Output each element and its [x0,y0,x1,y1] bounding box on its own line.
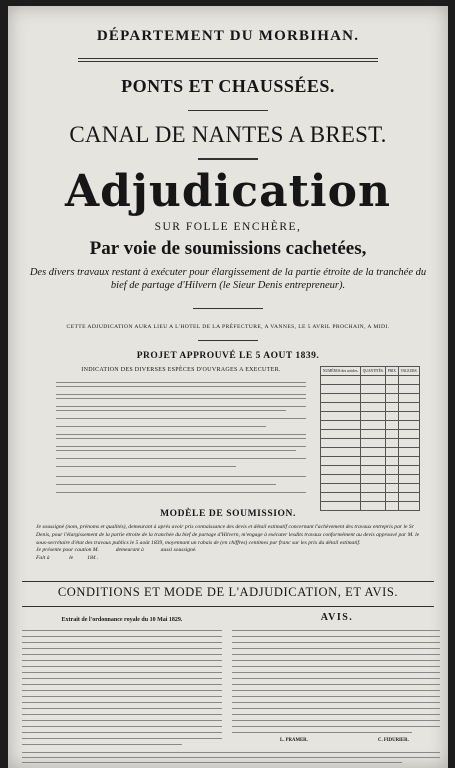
column-header: PRIX. [386,367,399,376]
form-demeurant: demeurant à [115,547,144,554]
form-line: après avoir pris connaissance des devis et détail estimatif concernant l'achèvement des travaux entrepris par le Sr Denis, pour l'élargissement de la partie étroite de la tranchée du bief de partage d'Hilvern, m'engage à exécuter lesdits travaux conformément au devis approuvé par M. le sous-secrétaire d'état des travaux publics le 5 août 1839, moyennant un rabais de (en chiffres) centimes par franc sur les prix du détail estimatif. [36,524,420,546]
divider [78,61,378,62]
works-description: Des divers travaux restant à exécuter pour élargissement de la partie étroite de la tranchée du bief de partage d'Hilvern (le Sieur Denis entrepreneur). [29,267,427,291]
projet-heading: PROJET APPROUVÉ LE 5 AOUT 1839. [136,351,320,361]
modele-heading: MODÈLE DE SOUMISSION. [160,509,296,519]
divider [78,58,378,59]
form-aussi: aussi soussigné. [160,547,197,554]
estimate-table [320,366,420,511]
voie-subtitle: Par voie de soumissions cachetées, [89,238,367,259]
form-le: le [69,555,74,562]
engineer-signature: C. FIDURIER. [378,738,409,743]
prefet-signature: L. PRAMER. [280,738,308,743]
divider [22,606,434,607]
column-header: VALEURS. [399,367,420,376]
avis-heading: AVIS. [320,612,354,623]
adjudication-title: Adjudication [65,166,391,217]
form-line: Je soussigné (nom, prénoms et qualités), demeurant à [36,524,157,530]
divider [188,110,268,111]
department-heading: DÉPARTEMENT DU MORBIHAN. [96,28,360,44]
conditions-heading: CONDITIONS ET MODE DE L'ADJUDICATION, ET AVIS. [57,585,399,599]
divider [198,340,258,341]
divider [193,308,263,309]
extrait-heading: Extrait de l'ordonnance royale du 10 Mai 1829. [61,617,183,623]
column-header: QUANTITÉS. [361,367,386,376]
works-list-heading: INDICATION DES DIVERSES ESPÈCES D'OUVRAGES A EXECUTER. [81,367,281,373]
ponts-heading: PONTS ET CHAUSSÉES. [121,76,335,96]
divider [198,158,258,160]
form-fait: Fait à [36,555,50,562]
poster-sheet [8,6,448,768]
soumission-form [36,524,424,563]
form-year: 184 . [87,555,99,562]
column-header: NUMÉROS des articles. [321,367,361,376]
canal-heading: CANAL DE NANTES A BREST. [69,122,387,147]
divider [22,581,434,582]
form-caution: Je présente pour caution M. [36,547,99,554]
folle-subtitle: SUR FOLLE ENCHÈRE, [154,221,302,233]
session-notice: CETTE ADJUDICATION AURA LIEU A L'HOTEL DE LA PRÉFECTURE, A VANNES, LE 5 AVRIL PROCHAIN, A MIDI. [66,324,390,330]
